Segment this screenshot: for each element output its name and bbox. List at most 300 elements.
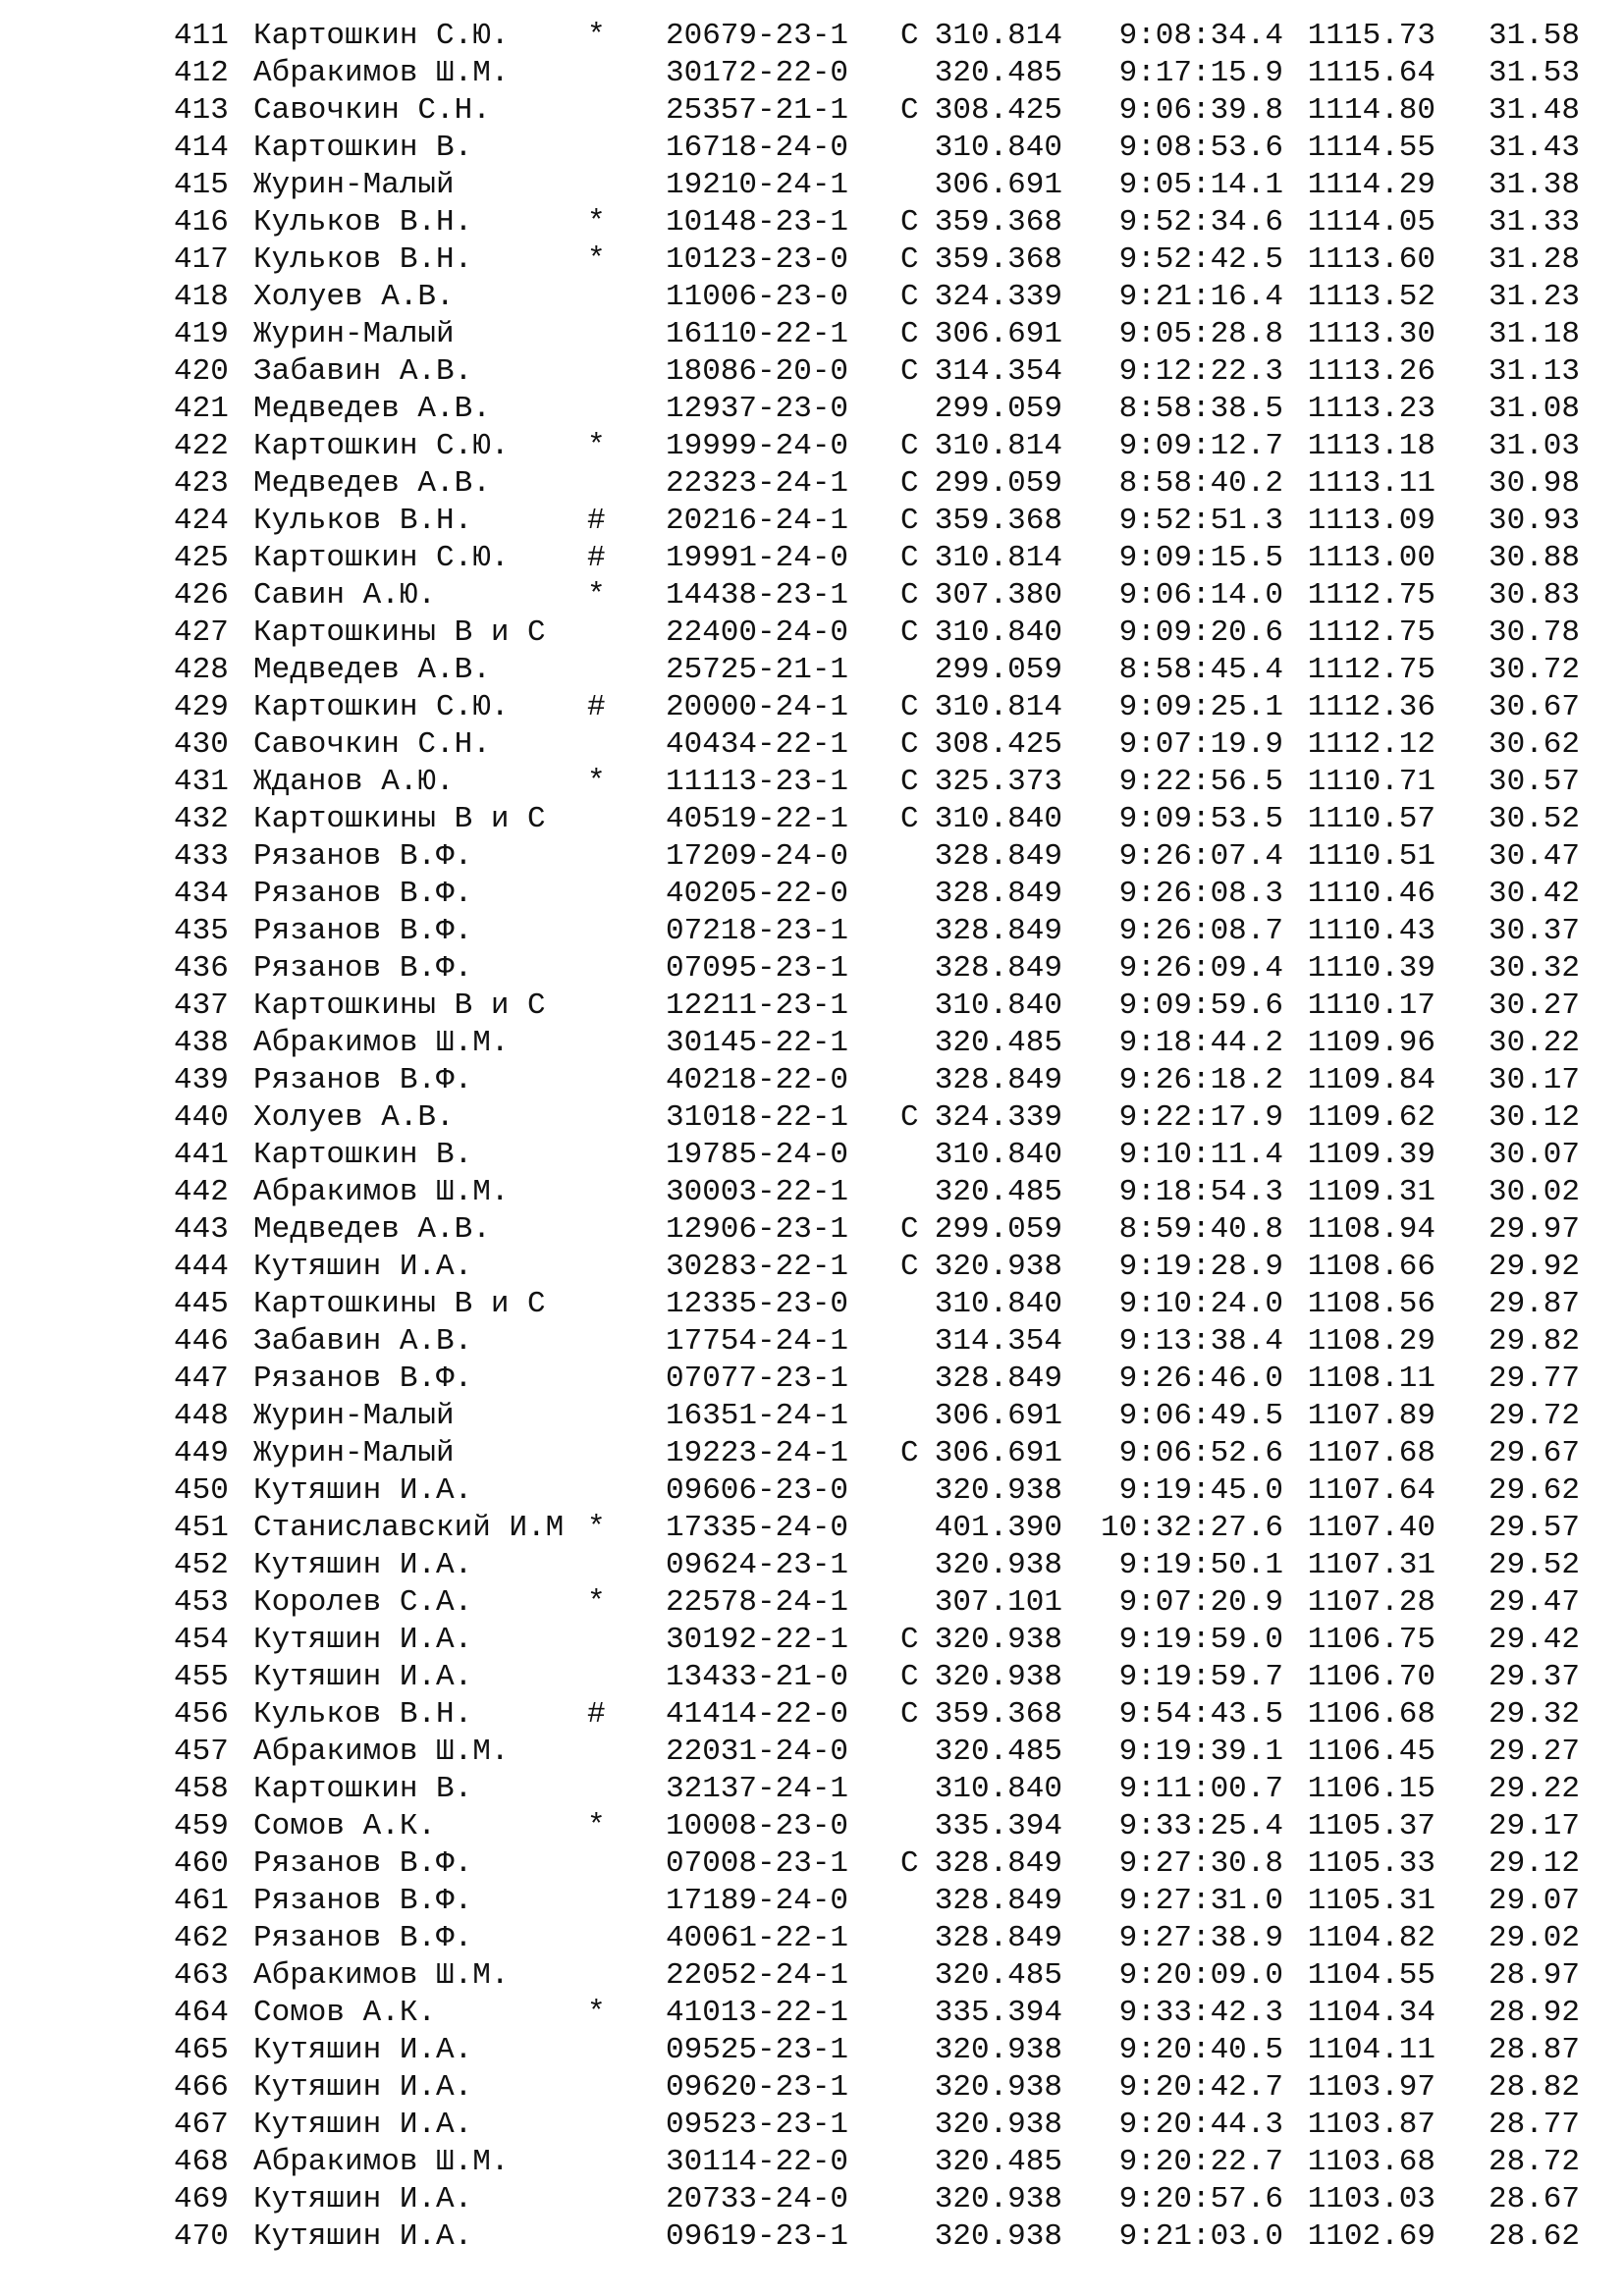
result-number: 442 <box>174 1175 229 1209</box>
points-value: 28.67 <box>1488 2182 1580 2216</box>
speed-value: 1102.69 <box>1307 2219 1435 2254</box>
ring-number: 40434-22-1 <box>666 727 849 762</box>
distance-value: 328.849 <box>934 839 1062 874</box>
arrival-time: 9:21:03.0 <box>1118 2219 1283 2254</box>
distance-value: 306.691 <box>934 317 1062 351</box>
points-value: 31.58 <box>1488 19 1580 53</box>
owner-name: Картошкины В и С <box>253 988 546 1023</box>
distance-value: 320.485 <box>934 2145 1062 2179</box>
speed-value: 1105.31 <box>1307 1884 1435 1918</box>
distance-value: 310.840 <box>934 988 1062 1023</box>
table-row <box>0 1435 1624 1472</box>
distance-value: 320.938 <box>934 1623 1062 1657</box>
distance-value: 299.059 <box>934 392 1062 426</box>
distance-value: 306.691 <box>934 168 1062 202</box>
points-value: 30.02 <box>1488 1175 1580 1209</box>
ring-number: 19785-24-0 <box>666 1138 849 1172</box>
arrival-time: 9:06:49.5 <box>1118 1399 1283 1433</box>
distance-value: 310.814 <box>934 429 1062 463</box>
owner-name: Журин-Малый <box>253 1399 455 1433</box>
ring-number: 32137-24-1 <box>666 1772 849 1806</box>
owner-name: Холуев А.В. <box>253 280 455 314</box>
result-number: 464 <box>174 1996 229 2030</box>
points-value: 31.48 <box>1488 93 1580 128</box>
distance-value: 310.840 <box>934 615 1062 650</box>
ring-number: 20679-23-1 <box>666 19 849 53</box>
table-row <box>0 1323 1624 1361</box>
distance-value: 306.691 <box>934 1436 1062 1470</box>
table-row <box>0 2218 1624 2256</box>
owner-name: Картошкин С.Ю. <box>253 541 510 575</box>
ring-number: 16718-24-0 <box>666 131 849 165</box>
owner-name: Рязанов В.Ф. <box>253 1362 473 1396</box>
arrival-time: 9:20:57.6 <box>1118 2182 1283 2216</box>
result-number: 429 <box>174 690 229 724</box>
category-flag: С <box>900 504 919 538</box>
points-value: 29.67 <box>1488 1436 1580 1470</box>
owner-name: Абракимов Ш.М. <box>253 1958 510 1993</box>
distance-value: 299.059 <box>934 466 1062 501</box>
ring-number: 12937-23-0 <box>666 392 849 426</box>
owner-name: Кутяшин И.А. <box>253 2033 473 2067</box>
owner-name: Рязанов В.Ф. <box>253 839 473 874</box>
ring-number: 07095-23-1 <box>666 951 849 986</box>
owner-mark: * <box>587 1996 606 2030</box>
points-value: 29.62 <box>1488 1473 1580 1508</box>
result-number: 445 <box>174 1287 229 1321</box>
owner-name: Кутяшин И.А. <box>253 2182 473 2216</box>
table-row <box>0 1099 1624 1137</box>
ring-number: 20733-24-0 <box>666 2182 849 2216</box>
arrival-time: 9:11:00.7 <box>1118 1772 1283 1806</box>
speed-value: 1112.36 <box>1307 690 1435 724</box>
speed-value: 1109.62 <box>1307 1100 1435 1135</box>
speed-value: 1110.57 <box>1307 802 1435 836</box>
distance-value: 314.354 <box>934 1324 1062 1359</box>
table-row <box>0 801 1624 838</box>
distance-value: 359.368 <box>934 504 1062 538</box>
result-number: 456 <box>174 1697 229 1732</box>
table-row <box>0 1286 1624 1323</box>
owner-mark: * <box>587 19 606 53</box>
table-row <box>0 353 1624 391</box>
distance-value: 310.814 <box>934 541 1062 575</box>
speed-value: 1104.11 <box>1307 2033 1435 2067</box>
ring-number: 16351-24-1 <box>666 1399 849 1433</box>
points-value: 31.28 <box>1488 242 1580 277</box>
points-value: 30.83 <box>1488 578 1580 613</box>
distance-value: 320.485 <box>934 1735 1062 1769</box>
speed-value: 1106.45 <box>1307 1735 1435 1769</box>
speed-value: 1115.73 <box>1307 19 1435 53</box>
table-row <box>0 652 1624 689</box>
category-flag: С <box>900 541 919 575</box>
result-number: 430 <box>174 727 229 762</box>
points-value: 29.97 <box>1488 1212 1580 1247</box>
table-row <box>0 1361 1624 1398</box>
owner-mark: # <box>587 504 606 538</box>
distance-value: 310.814 <box>934 19 1062 53</box>
category-flag: С <box>900 1250 919 1284</box>
arrival-time: 9:05:28.8 <box>1118 317 1283 351</box>
result-number: 460 <box>174 1846 229 1881</box>
distance-value: 310.840 <box>934 802 1062 836</box>
table-row <box>0 1995 1624 2032</box>
owner-name: Кульков В.Н. <box>253 242 473 277</box>
table-row <box>0 55 1624 92</box>
table-row <box>0 1472 1624 1510</box>
points-value: 30.93 <box>1488 504 1580 538</box>
result-number: 435 <box>174 914 229 948</box>
distance-value: 320.485 <box>934 1026 1062 1060</box>
result-number: 424 <box>174 504 229 538</box>
distance-value: 328.849 <box>934 1063 1062 1097</box>
result-number: 461 <box>174 1884 229 1918</box>
points-value: 29.87 <box>1488 1287 1580 1321</box>
result-number: 425 <box>174 541 229 575</box>
result-number: 448 <box>174 1399 229 1433</box>
speed-value: 1110.17 <box>1307 988 1435 1023</box>
table-row <box>0 1584 1624 1622</box>
owner-name: Кутяшин И.А. <box>253 1473 473 1508</box>
arrival-time: 9:08:34.4 <box>1118 19 1283 53</box>
points-value: 29.77 <box>1488 1362 1580 1396</box>
distance-value: 328.849 <box>934 1884 1062 1918</box>
table-row <box>0 2107 1624 2144</box>
speed-value: 1106.15 <box>1307 1772 1435 1806</box>
arrival-time: 9:26:08.3 <box>1118 877 1283 911</box>
result-number: 440 <box>174 1100 229 1135</box>
ring-number: 10148-23-1 <box>666 205 849 240</box>
distance-value: 320.938 <box>934 1548 1062 1582</box>
result-number: 459 <box>174 1809 229 1843</box>
owner-name: Рязанов В.Ф. <box>253 877 473 911</box>
ring-number: 22578-24-1 <box>666 1585 849 1620</box>
table-row <box>0 241 1624 279</box>
points-value: 30.98 <box>1488 466 1580 501</box>
result-number: 419 <box>174 317 229 351</box>
distance-value: 320.938 <box>934 1250 1062 1284</box>
category-flag: С <box>900 690 919 724</box>
table-row <box>0 503 1624 540</box>
table-row <box>0 1249 1624 1286</box>
points-value: 30.57 <box>1488 765 1580 799</box>
arrival-time: 9:33:25.4 <box>1118 1809 1283 1843</box>
ring-number: 09624-23-1 <box>666 1548 849 1582</box>
arrival-time: 9:10:24.0 <box>1118 1287 1283 1321</box>
table-row <box>0 1696 1624 1734</box>
ring-number: 41013-22-1 <box>666 1996 849 2030</box>
ring-number: 31018-22-1 <box>666 1100 849 1135</box>
distance-value: 359.368 <box>934 1697 1062 1732</box>
category-flag: С <box>900 802 919 836</box>
arrival-time: 9:09:25.1 <box>1118 690 1283 724</box>
result-number: 446 <box>174 1324 229 1359</box>
ring-number: 20216-24-1 <box>666 504 849 538</box>
result-number: 415 <box>174 168 229 202</box>
arrival-time: 9:54:43.5 <box>1118 1697 1283 1732</box>
points-value: 28.72 <box>1488 2145 1580 2179</box>
distance-value: 320.485 <box>934 1175 1062 1209</box>
speed-value: 1109.96 <box>1307 1026 1435 1060</box>
owner-name: Абракимов Ш.М. <box>253 56 510 90</box>
distance-value: 310.840 <box>934 131 1062 165</box>
ring-number: 17335-24-0 <box>666 1511 849 1545</box>
table-row <box>0 577 1624 614</box>
ring-number: 17209-24-0 <box>666 839 849 874</box>
owner-name: Савин А.Ю. <box>253 578 437 613</box>
points-value: 30.78 <box>1488 615 1580 650</box>
ring-number: 19991-24-0 <box>666 541 849 575</box>
speed-value: 1104.55 <box>1307 1958 1435 1993</box>
owner-mark: * <box>587 765 606 799</box>
table-row <box>0 2032 1624 2069</box>
speed-value: 1107.89 <box>1307 1399 1435 1433</box>
owner-name: Рязанов В.Ф. <box>253 951 473 986</box>
result-number: 468 <box>174 2145 229 2179</box>
owner-name: Кутяшин И.А. <box>253 1623 473 1657</box>
result-number: 463 <box>174 1958 229 1993</box>
owner-name: Кутяшин И.А. <box>253 1250 473 1284</box>
points-value: 30.22 <box>1488 1026 1580 1060</box>
speed-value: 1113.23 <box>1307 392 1435 426</box>
ring-number: 10008-23-0 <box>666 1809 849 1843</box>
arrival-time: 9:26:46.0 <box>1118 1362 1283 1396</box>
category-flag: С <box>900 242 919 277</box>
owner-name: Кутяшин И.А. <box>253 1660 473 1694</box>
category-flag: С <box>900 19 919 53</box>
ring-number: 09620-23-1 <box>666 2070 849 2105</box>
owner-name: Рязанов В.Ф. <box>253 1063 473 1097</box>
points-value: 29.17 <box>1488 1809 1580 1843</box>
result-number: 453 <box>174 1585 229 1620</box>
owner-name: Картошкин С.Ю. <box>253 19 510 53</box>
owner-mark: # <box>587 690 606 724</box>
speed-value: 1113.18 <box>1307 429 1435 463</box>
points-value: 30.42 <box>1488 877 1580 911</box>
arrival-time: 9:26:18.2 <box>1118 1063 1283 1097</box>
owner-name: Абракимов Ш.М. <box>253 1735 510 1769</box>
distance-value: 401.390 <box>934 1511 1062 1545</box>
distance-value: 335.394 <box>934 1809 1062 1843</box>
result-number: 467 <box>174 2108 229 2142</box>
ring-number: 41414-22-0 <box>666 1697 849 1732</box>
result-number: 433 <box>174 839 229 874</box>
owner-name: Кульков В.Н. <box>253 504 473 538</box>
points-value: 30.07 <box>1488 1138 1580 1172</box>
points-value: 31.13 <box>1488 354 1580 389</box>
category-flag: С <box>900 1212 919 1247</box>
result-number: 437 <box>174 988 229 1023</box>
ring-number: 07218-23-1 <box>666 914 849 948</box>
speed-value: 1110.51 <box>1307 839 1435 874</box>
table-row <box>0 2144 1624 2181</box>
category-flag: С <box>900 205 919 240</box>
points-value: 28.82 <box>1488 2070 1580 2105</box>
points-value: 30.52 <box>1488 802 1580 836</box>
distance-value: 320.938 <box>934 2219 1062 2254</box>
table-row <box>0 876 1624 913</box>
points-value: 29.57 <box>1488 1511 1580 1545</box>
distance-value: 310.840 <box>934 1287 1062 1321</box>
table-row <box>0 540 1624 577</box>
arrival-time: 8:58:45.4 <box>1118 653 1283 687</box>
points-value: 31.18 <box>1488 317 1580 351</box>
points-value: 28.62 <box>1488 2219 1580 2254</box>
category-flag: С <box>900 1100 919 1135</box>
result-number: 451 <box>174 1511 229 1545</box>
table-row <box>0 1920 1624 1957</box>
speed-value: 1108.94 <box>1307 1212 1435 1247</box>
owner-name: Кульков В.Н. <box>253 1697 473 1732</box>
speed-value: 1110.46 <box>1307 877 1435 911</box>
owner-name: Королев С.А. <box>253 1585 473 1620</box>
distance-value: 308.425 <box>934 93 1062 128</box>
ring-number: 13433-21-0 <box>666 1660 849 1694</box>
category-flag: С <box>900 280 919 314</box>
distance-value: 314.354 <box>934 354 1062 389</box>
result-number: 412 <box>174 56 229 90</box>
points-value: 29.12 <box>1488 1846 1580 1881</box>
result-number: 447 <box>174 1362 229 1396</box>
result-number: 469 <box>174 2182 229 2216</box>
table-row <box>0 1398 1624 1435</box>
result-number: 458 <box>174 1772 229 1806</box>
distance-value: 320.938 <box>934 2070 1062 2105</box>
category-flag: С <box>900 466 919 501</box>
result-number: 426 <box>174 578 229 613</box>
table-row <box>0 316 1624 353</box>
arrival-time: 9:20:42.7 <box>1118 2070 1283 2105</box>
owner-name: Кутяшин И.А. <box>253 1548 473 1582</box>
arrival-time: 9:09:12.7 <box>1118 429 1283 463</box>
arrival-time: 9:52:51.3 <box>1118 504 1283 538</box>
table-row <box>0 988 1624 1025</box>
speed-value: 1114.05 <box>1307 205 1435 240</box>
arrival-time: 9:19:59.7 <box>1118 1660 1283 1694</box>
table-row <box>0 913 1624 950</box>
points-value: 28.87 <box>1488 2033 1580 2067</box>
category-flag: С <box>900 1623 919 1657</box>
points-value: 30.47 <box>1488 839 1580 874</box>
arrival-time: 9:18:44.2 <box>1118 1026 1283 1060</box>
owner-name: Жданов А.Ю. <box>253 765 455 799</box>
arrival-time: 9:22:17.9 <box>1118 1100 1283 1135</box>
result-number: 421 <box>174 392 229 426</box>
arrival-time: 9:09:53.5 <box>1118 802 1283 836</box>
speed-value: 1114.29 <box>1307 168 1435 202</box>
ring-number: 14438-23-1 <box>666 578 849 613</box>
ring-number: 22400-24-0 <box>666 615 849 650</box>
ring-number: 09525-23-1 <box>666 2033 849 2067</box>
result-number: 411 <box>174 19 229 53</box>
speed-value: 1107.68 <box>1307 1436 1435 1470</box>
category-flag: С <box>900 1660 919 1694</box>
speed-value: 1113.00 <box>1307 541 1435 575</box>
result-number: 431 <box>174 765 229 799</box>
ring-number: 11006-23-0 <box>666 280 849 314</box>
distance-value: 335.394 <box>934 1996 1062 2030</box>
owner-name: Кутяшин И.А. <box>253 2108 473 2142</box>
table-row <box>0 1510 1624 1547</box>
result-number: 422 <box>174 429 229 463</box>
result-number: 427 <box>174 615 229 650</box>
points-value: 28.97 <box>1488 1958 1580 1993</box>
arrival-time: 9:52:34.6 <box>1118 205 1283 240</box>
distance-value: 320.938 <box>934 2033 1062 2067</box>
ring-number: 12335-23-0 <box>666 1287 849 1321</box>
speed-value: 1112.12 <box>1307 727 1435 762</box>
result-number: 455 <box>174 1660 229 1694</box>
table-row <box>0 1808 1624 1845</box>
owner-name: Картошкины В и С <box>253 802 546 836</box>
distance-value: 320.938 <box>934 2182 1062 2216</box>
result-number: 432 <box>174 802 229 836</box>
ring-number: 17189-24-0 <box>666 1884 849 1918</box>
owner-name: Медведев А.В. <box>253 653 491 687</box>
ring-number: 25357-21-1 <box>666 93 849 128</box>
speed-value: 1112.75 <box>1307 653 1435 687</box>
distance-value: 328.849 <box>934 914 1062 948</box>
distance-value: 328.849 <box>934 1846 1062 1881</box>
result-number: 436 <box>174 951 229 986</box>
category-flag: С <box>900 1436 919 1470</box>
owner-name: Кульков В.Н. <box>253 205 473 240</box>
points-value: 28.77 <box>1488 2108 1580 2142</box>
result-number: 462 <box>174 1921 229 1955</box>
arrival-time: 9:07:20.9 <box>1118 1585 1283 1620</box>
speed-value: 1109.84 <box>1307 1063 1435 1097</box>
distance-value: 328.849 <box>934 1921 1062 1955</box>
arrival-time: 9:09:20.6 <box>1118 615 1283 650</box>
distance-value: 299.059 <box>934 1212 1062 1247</box>
result-number: 428 <box>174 653 229 687</box>
speed-value: 1103.87 <box>1307 2108 1435 2142</box>
speed-value: 1112.75 <box>1307 578 1435 613</box>
table-row <box>0 1211 1624 1249</box>
distance-value: 328.849 <box>934 877 1062 911</box>
distance-value: 307.380 <box>934 578 1062 613</box>
result-number: 454 <box>174 1623 229 1657</box>
owner-name: Холуев А.В. <box>253 1100 455 1135</box>
points-value: 29.22 <box>1488 1772 1580 1806</box>
arrival-time: 9:19:28.9 <box>1118 1250 1283 1284</box>
owner-name: Абракимов Ш.М. <box>253 2145 510 2179</box>
table-row <box>0 1622 1624 1659</box>
points-value: 30.88 <box>1488 541 1580 575</box>
arrival-time: 9:13:38.4 <box>1118 1324 1283 1359</box>
owner-name: Картошкин В. <box>253 1138 473 1172</box>
speed-value: 1105.33 <box>1307 1846 1435 1881</box>
speed-value: 1107.31 <box>1307 1548 1435 1582</box>
owner-name: Рязанов В.Ф. <box>253 914 473 948</box>
points-value: 28.92 <box>1488 1996 1580 2030</box>
speed-value: 1106.68 <box>1307 1697 1435 1732</box>
result-number: 470 <box>174 2219 229 2254</box>
owner-name: Сомов А.К. <box>253 1809 437 1843</box>
arrival-time: 9:20:44.3 <box>1118 2108 1283 2142</box>
table-row <box>0 614 1624 652</box>
points-value: 29.72 <box>1488 1399 1580 1433</box>
result-number: 434 <box>174 877 229 911</box>
table-row <box>0 1883 1624 1920</box>
arrival-time: 9:12:22.3 <box>1118 354 1283 389</box>
owner-mark: # <box>587 541 606 575</box>
table-row <box>0 1734 1624 1771</box>
result-number: 438 <box>174 1026 229 1060</box>
points-value: 30.17 <box>1488 1063 1580 1097</box>
owner-name: Картошкин В. <box>253 131 473 165</box>
